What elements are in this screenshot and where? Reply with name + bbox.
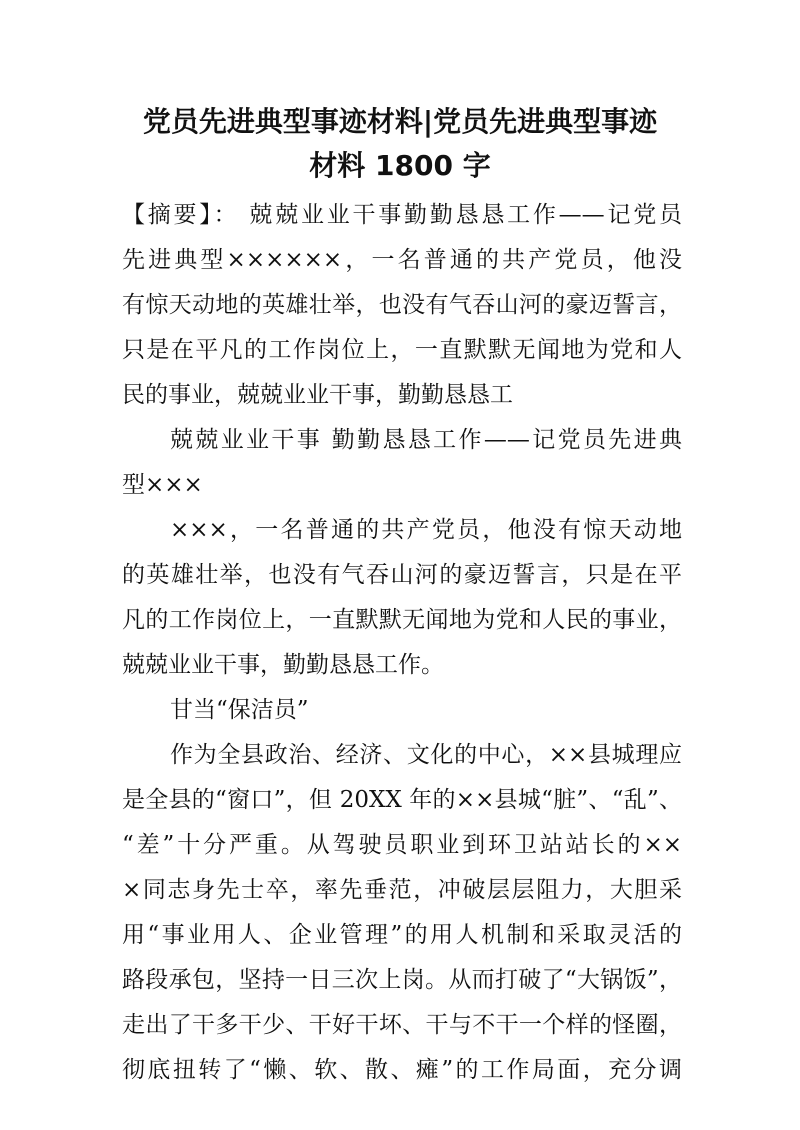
intro-line: 兢兢业业干事，勤勤恳恳工作。: [122, 652, 444, 678]
section-heading: 甘当“保洁员”: [170, 697, 309, 723]
intro-line: ×××，一名普通的共产党员，他没有惊天动地: [170, 517, 682, 543]
section-body-line: “差”十分严重。从驾驶员职业到环卫站站长的××: [122, 832, 682, 858]
summary-line: 民的事业，兢兢业业干事，勤勤恳恳工: [122, 382, 513, 408]
summary-line: 只是在平凡的工作岗位上，一直默默无闻地为党和人: [122, 337, 682, 363]
document-title-line-1: 党员先进典型事迹材料|党员先进典型事迹: [142, 105, 658, 138]
section-body-line: 用“事业用人、企业管理”的用人机制和采取灵活的: [122, 922, 682, 948]
section-body-line: 是全县的“窗口”，但 20XX 年的××县城“脏”、“乱”、: [122, 787, 682, 813]
subtitle-line: 型×××: [122, 472, 203, 498]
summary-line: 先进典型××××××，一名普通的共产党员，他没: [122, 247, 682, 273]
section-body-line: ×同志身先士卒，率先垂范，冲破层层阻力，大胆采: [122, 877, 682, 903]
summary-line: 有惊天动地的英雄壮举，也没有气吞山河的豪迈誓言，: [122, 292, 682, 318]
intro-line: 凡的工作岗位上，一直默默无闻地为党和人民的事业，: [122, 607, 682, 633]
document-title-line-2: 材料 1800 字: [309, 149, 491, 182]
subtitle-line: 兢兢业业干事 勤勤恳恳工作——记党员先进典: [170, 427, 682, 453]
intro-line: 的英雄壮举，也没有气吞山河的豪迈誓言，只是在平: [122, 562, 682, 588]
section-body-line: 彻底扭转了“懒、软、散、瘫”的工作局面，充分调: [122, 1057, 682, 1083]
summary-line: 【摘要】： 兢兢业业干事勤勤恳恳工作——记党员: [122, 202, 682, 228]
section-body-line: 作为全县政治、经济、文化的中心，××县城理应: [170, 742, 682, 768]
section-body-line: 路段承包，坚持一日三次上岗。从而打破了“大锅饭”，: [122, 967, 682, 993]
section-body-line: 走出了干多干少、干好干坏、干与不干一个样的怪圈，: [122, 1012, 682, 1038]
